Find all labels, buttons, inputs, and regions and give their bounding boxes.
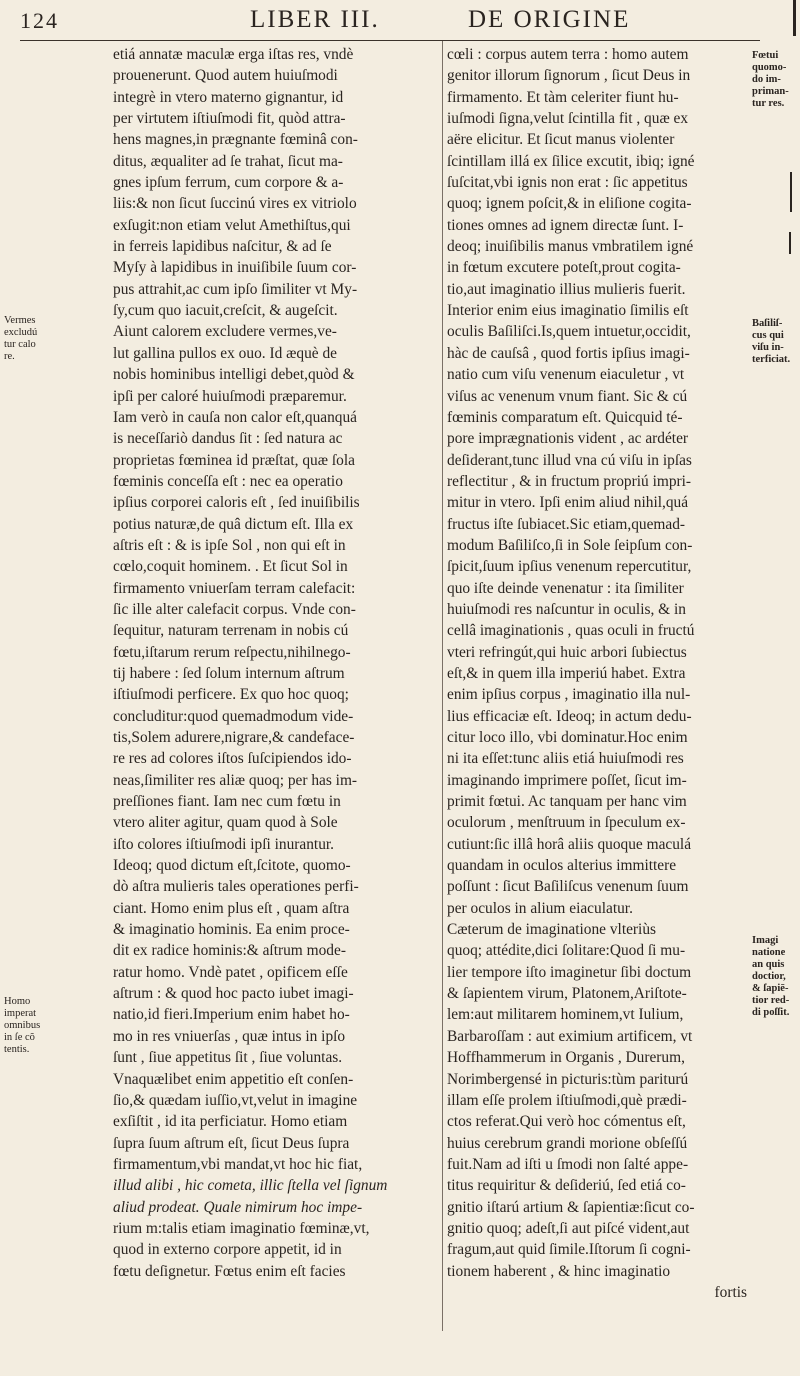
text-line: lem:aut militarem hominem,vt Iulium,	[447, 1006, 684, 1024]
text-line: primit fœtui. Ac tanquam per hanc vim	[447, 793, 687, 811]
margin-note-line: terficiat.	[752, 354, 791, 365]
text-line: aſtrum : & quod hoc pacto iubet imagi-	[113, 985, 354, 1003]
text-line: iſtiuſmodi perficere. Ex quo hoc quoq;	[113, 686, 349, 704]
text-line: huius cerebrum grandi morione obſeſſú	[447, 1134, 688, 1152]
text-line: fragum,aut quid ſimile.Iſtorum ſi cogni-	[447, 1241, 691, 1259]
margin-note-line: an quis	[752, 959, 785, 970]
text-line: vtero aliter agitur, quam quod à Sole	[113, 814, 338, 832]
column-divider	[442, 41, 443, 1331]
text-line: imaginando imprimere poſſet, ſicut im-	[447, 771, 687, 789]
text-line: tionem haberent , & hinc imaginatio	[447, 1262, 671, 1280]
text-line: proprietas fœminea id præſtat, quæ ſola	[113, 451, 355, 469]
margin-note-line: do im-	[752, 74, 781, 85]
text-line: lius efficaciæ eſt. Ideoq; in actum dedu-	[447, 707, 692, 725]
text-line: ſic ille alter calefacit corpus. Vnde con-	[113, 600, 356, 618]
text-line: titus requiritur & deſideriú, ſed etiá co-	[447, 1177, 686, 1195]
margin-note-homo	[4, 996, 58, 1056]
text-line: ſio,& quædam iuſſio,vt,velut in imagine	[113, 1091, 358, 1109]
text-line: citur loco illo, vbi dominatur.Hoc enim	[447, 729, 688, 746]
text-line: firmamento vniuerſam terram calefacit:	[113, 579, 356, 597]
text-line: fœminis conceſſa eſt : nec ea operatio	[113, 472, 343, 490]
text-line: oculis Baſiliſci.Is,quem intuetur,occidit,	[447, 323, 691, 341]
margin-note-line: cus qui	[752, 330, 784, 341]
text-line: lut gallina pullos ex ouo. Id æquè de	[113, 344, 337, 362]
text-line: liis:& non ſicut ſuccinú vires ex vitriolo	[113, 195, 357, 213]
text-line: preſſiones fiant. Iam nec cum fœtu in	[113, 793, 341, 811]
text-line: gnes ipſum ferrum, cum corpore & a-	[113, 174, 344, 192]
text-line: in ferreis lapidibus naſcitur, & ad ſe	[113, 238, 332, 256]
margin-note-line: tior red-	[752, 995, 790, 1006]
margin-note-line: imperat	[4, 1008, 37, 1019]
right-text-column	[447, 44, 747, 1303]
text-line: quod in externo corpore appetit, id in	[113, 1241, 342, 1259]
text-line: cœlo,coquit hominem. . Et ſicut Sol in	[113, 558, 348, 576]
text-line: is neceſſariò dandus ſit : ſed natura ac	[113, 430, 343, 448]
text-line: tis,Solem adurere,nigrare,& candeface-	[113, 729, 355, 746]
text-line: dit ex radice hominis:& aſtrum mode-	[113, 942, 346, 960]
text-line: poſſunt : ſicut Baſiliſcus venenum ſuum	[447, 878, 689, 896]
text-line: hàc de cauſsâ , quod fortis ipſius imagi-	[447, 344, 690, 362]
text-line: tiones omnes ad ignem directæ ſunt. I-	[447, 216, 684, 234]
text-line: nobis hominibus intelligi debet,quòd &	[113, 366, 355, 384]
margin-note-vermes	[4, 315, 58, 363]
header-right-title: DE ORIGINE	[468, 6, 631, 33]
margin-note-line: Fœtui	[752, 50, 779, 61]
text-line: tio,aut imaginatio illius mulieris fuerit.	[447, 280, 686, 298]
margin-note-imaginatione	[752, 935, 798, 1019]
margin-note-line: priman-	[752, 86, 789, 97]
margin-note-line: tentis.	[4, 1044, 30, 1055]
text-line: firmamentum,vbi mandat,vt hoc hic fiat,	[113, 1155, 363, 1173]
text-line: quo iſte deinde venenatur : ita ſimiliter	[447, 579, 684, 597]
text-line: deoq; inuiſibilis manus vmbratilem igné	[447, 238, 694, 256]
margin-note-line: excludú	[4, 327, 38, 338]
text-line: reflectitur , & in fructum propriú impri-	[447, 472, 692, 490]
margin-note-line: tur calo	[4, 339, 36, 350]
text-line: Aiunt calorem excludere vermes,ve-	[113, 323, 337, 341]
text-line: Norimbergensé in picturis:tùm pariturú	[447, 1070, 689, 1088]
text-line: lier tempore iſto imaginetur ſibi doctum	[447, 963, 692, 981]
text-line: quoq; attédite,dici ſolitare:Quod ſi mu-	[447, 942, 686, 960]
text-line: Myſy à lapidibus in inuiſibile ſuum cor-	[113, 259, 357, 277]
margin-note-foetui	[752, 50, 798, 110]
text-line: Barbaroſſam : aut eximium artificem, vt	[447, 1027, 693, 1045]
text-line: hens magnes,in prægnante fœminâ con-	[113, 131, 358, 149]
text-line: viſus ac venenum vnum fiant. Sic & cú	[447, 387, 688, 405]
text-line: gnitio quoq; adeſt,ſi aut piſcé vident,aut	[447, 1219, 690, 1237]
text-line: ſupra ſuum aſtrum eſt, ſicut Deus ſupra	[113, 1134, 350, 1152]
text-line: & imaginatio hominis. Ea enim proce-	[113, 921, 350, 939]
text-line: fœminis comparatum eſt. Quicquid té-	[447, 408, 683, 426]
text-line: cutiunt:ſic illâ horâ aliis quoque maculá	[447, 835, 692, 853]
margin-note-basiliscus	[752, 318, 798, 366]
text-line: genitor illorum ſignorum , ſicut Deus in	[447, 67, 691, 85]
text-line: Hoffhammerum in Organis , Durerum,	[447, 1049, 685, 1067]
text-line: illud alibi , hic cometa, illic ſtella vel ſignum	[113, 1177, 388, 1195]
text-line: natio cum viſu venenum eiaculetur , vt	[447, 366, 685, 384]
text-line: per virtutem iſtiuſmodi fit, quòd attra-	[113, 110, 346, 128]
text-line: huiuſmodi res naſcuntur in oculis, & in	[447, 600, 686, 618]
running-header	[20, 6, 760, 41]
text-line: cœli : corpus autem terra : homo autem	[447, 46, 689, 63]
catchword: fortis	[714, 1283, 747, 1301]
margin-note-line: in ſe cõ	[4, 1032, 35, 1043]
margin-note-line: & ſapiē-	[752, 983, 789, 994]
text-line: Ideoq; quod dictum eſt,ſcitote, quomo-	[113, 857, 351, 875]
text-line: pore imprægnationis vident , ac ardéter	[447, 430, 689, 448]
text-line: ctos referat.Qui verò hoc cómentus eſt,	[447, 1113, 686, 1131]
edge-mark	[789, 232, 791, 254]
edge-mark	[793, 0, 796, 36]
text-line: mo in res vniuerſas , quæ intus in ipſo	[113, 1027, 346, 1045]
text-line: ſuſcitat,vbi ignis non erat : ſic appetitus	[447, 174, 688, 192]
text-line: rium m:talis etiam imaginatio fœminæ,vt,	[113, 1219, 370, 1237]
text-line: enim ipſius corpus , imaginatio illa nul-	[447, 686, 691, 704]
text-line: Iam verò in cauſa non calor eſt,quanquá	[113, 408, 358, 426]
margin-note-line: quomo-	[752, 62, 787, 73]
margin-note-line: doctior,	[752, 971, 786, 982]
text-line: dò aſtra mulieris tales operationes perfi-	[113, 878, 359, 896]
text-line: fœtu deſignetur. Fœtus enim eſt facies	[113, 1262, 346, 1280]
text-line: ni ita eſſet:tunc aliis etiá huiuſmodi res	[447, 750, 684, 768]
text-line: quandam in oculos alterius immittere	[447, 857, 677, 875]
margin-note-line: viſu in-	[752, 342, 784, 353]
text-line: mitur in vtero. Ipſi enim aliud nihil,quá	[447, 494, 689, 512]
text-line: ipſius corporei caloris eſt , ſed inuiſibilis	[113, 494, 360, 512]
text-line: Interior enim eius imaginatio ſimilis eſt	[447, 302, 689, 320]
margin-note-line: re.	[4, 351, 15, 362]
text-line: aliud prodeat. Quale nimirum hoc impe-	[113, 1198, 363, 1216]
text-line: quoq; ignem poſcit,& in eliſione cogita-	[447, 195, 692, 213]
text-line: iuſmodi ſigna,velut ſcintilla fit , quæ ex	[447, 110, 689, 128]
margin-note-line: Vermes	[4, 315, 36, 326]
text-line: illam eſſe prolem iſtiuſmodi,què prædi-	[447, 1091, 687, 1109]
text-line: ſpicit,ſuum ipſius venenum repercutitur,	[447, 558, 692, 576]
margin-note-line: Homo	[4, 996, 31, 1007]
margin-note-line: di poſſit.	[752, 1007, 790, 1018]
text-line: prouenerunt. Quod autem huiuſmodi	[113, 67, 338, 85]
text-line: etiá annatæ maculæ erga iſtas res, vndè	[113, 46, 354, 63]
text-line: ſy,cum quo iacuit,creſcit, & augeſcit.	[113, 302, 338, 320]
text-line: potius naturæ,de quâ dictum eſt. Illa ex	[113, 515, 354, 533]
text-line: ſunt , ſiue appetitus ſit , ſiue voluntas.	[113, 1049, 343, 1067]
text-line: natio,id fieri.Imperium enim habet ho-	[113, 1006, 350, 1024]
text-line: per oculos in alium eiaculatur.	[447, 899, 633, 917]
text-line: neas,ſimiliter res aliæ quoq; per has im-	[113, 771, 358, 789]
text-line: deſiderant,tunc illud vna cú viſu in ipſas	[447, 451, 692, 469]
text-line: aëre elicitur. Et ſicut manus violenter	[447, 131, 675, 149]
text-line: iſto colores iſtiuſmodi ipſi inurantur.	[113, 835, 335, 853]
text-line: exſugit:non etiam velut Amethiſtus,qui	[113, 216, 351, 234]
text-line: fœtu,iſtarum rerum reſpectu,nihilnego-	[113, 643, 351, 661]
text-line: integrè in vtero materno gignantur, id	[113, 88, 344, 106]
text-line: Vnaquælibet enim appetitio eſt conſen-	[113, 1070, 354, 1088]
text-line: ipſi per caloré huiuſmodi præparemur.	[113, 387, 347, 405]
text-line: exſiſtit , id ita perficiatur. Homo etiam	[113, 1113, 348, 1131]
edge-mark	[790, 172, 792, 212]
text-line: re res ad colores iſtos ſuſcipiendos ido-	[113, 750, 352, 768]
text-line: vteri refringút,qui huic arbori ſubiectus	[447, 643, 687, 661]
text-line: in fœtum excutere poteſt,prout cogita-	[447, 259, 681, 277]
text-line: ratur homo. Vndè patet , opificem eſſe	[113, 963, 348, 981]
text-line: oculorum , menſtruum in ſpeculum ex-	[447, 814, 686, 832]
text-line: ſcintillam illá ex ſilice excutit, ibiq; igné	[447, 152, 695, 170]
margin-note-line: Imagi	[752, 935, 779, 946]
text-line: ciant. Homo enim plus eſt , quam aſtra	[113, 899, 350, 917]
text-line: & ſapientem virum, Platonem,Ariſtote-	[447, 985, 687, 1003]
text-line: firmamento. Et tàm celeriter fiunt hu-	[447, 88, 679, 106]
text-line: concluditur:quod quemadmodum vide-	[113, 707, 354, 725]
text-line: gnitio iſtarú artium & ſapientiæ:ſicut co-	[447, 1198, 695, 1216]
text-line: pus attrahit,ac cum ipſo ſimiliter vt My-	[113, 280, 358, 298]
text-line: cellâ imaginationis , quas oculi in fructú	[447, 622, 695, 640]
text-line: Cæterum de imaginatione vlteriùs	[447, 921, 657, 939]
text-line: ſequitur, naturam terrenam in nobis cú	[113, 622, 349, 640]
text-line: modum Baſiliſco,ſi in Sole ſeipſum con-	[447, 536, 693, 554]
text-line: fuit.Nam ad iſti u ſmodi non ſalté appe-	[447, 1155, 689, 1173]
page-number: 124	[20, 8, 59, 33]
left-text-column	[113, 44, 433, 1282]
text-line: eſt,& in quem illa imperiú habet. Extra	[447, 664, 686, 682]
margin-note-line: omnibus	[4, 1020, 41, 1031]
text-line: tij habere : ſed ſolum internum aſtrum	[113, 664, 345, 682]
header-left-title: LIBER III.	[250, 6, 380, 33]
margin-note-line: natione	[752, 947, 786, 958]
text-line: fructus iſte ſubiacet.Sic etiam,quemad-	[447, 515, 686, 533]
margin-note-line: Baſiliſ-	[752, 318, 783, 329]
margin-note-line: tur res.	[752, 98, 785, 109]
text-line: ditus, æqualiter ad ſe trahat, ſicut ma-	[113, 152, 343, 170]
text-line: aſtris eſt : & is ipſe Sol , non qui eſt in	[113, 536, 346, 554]
